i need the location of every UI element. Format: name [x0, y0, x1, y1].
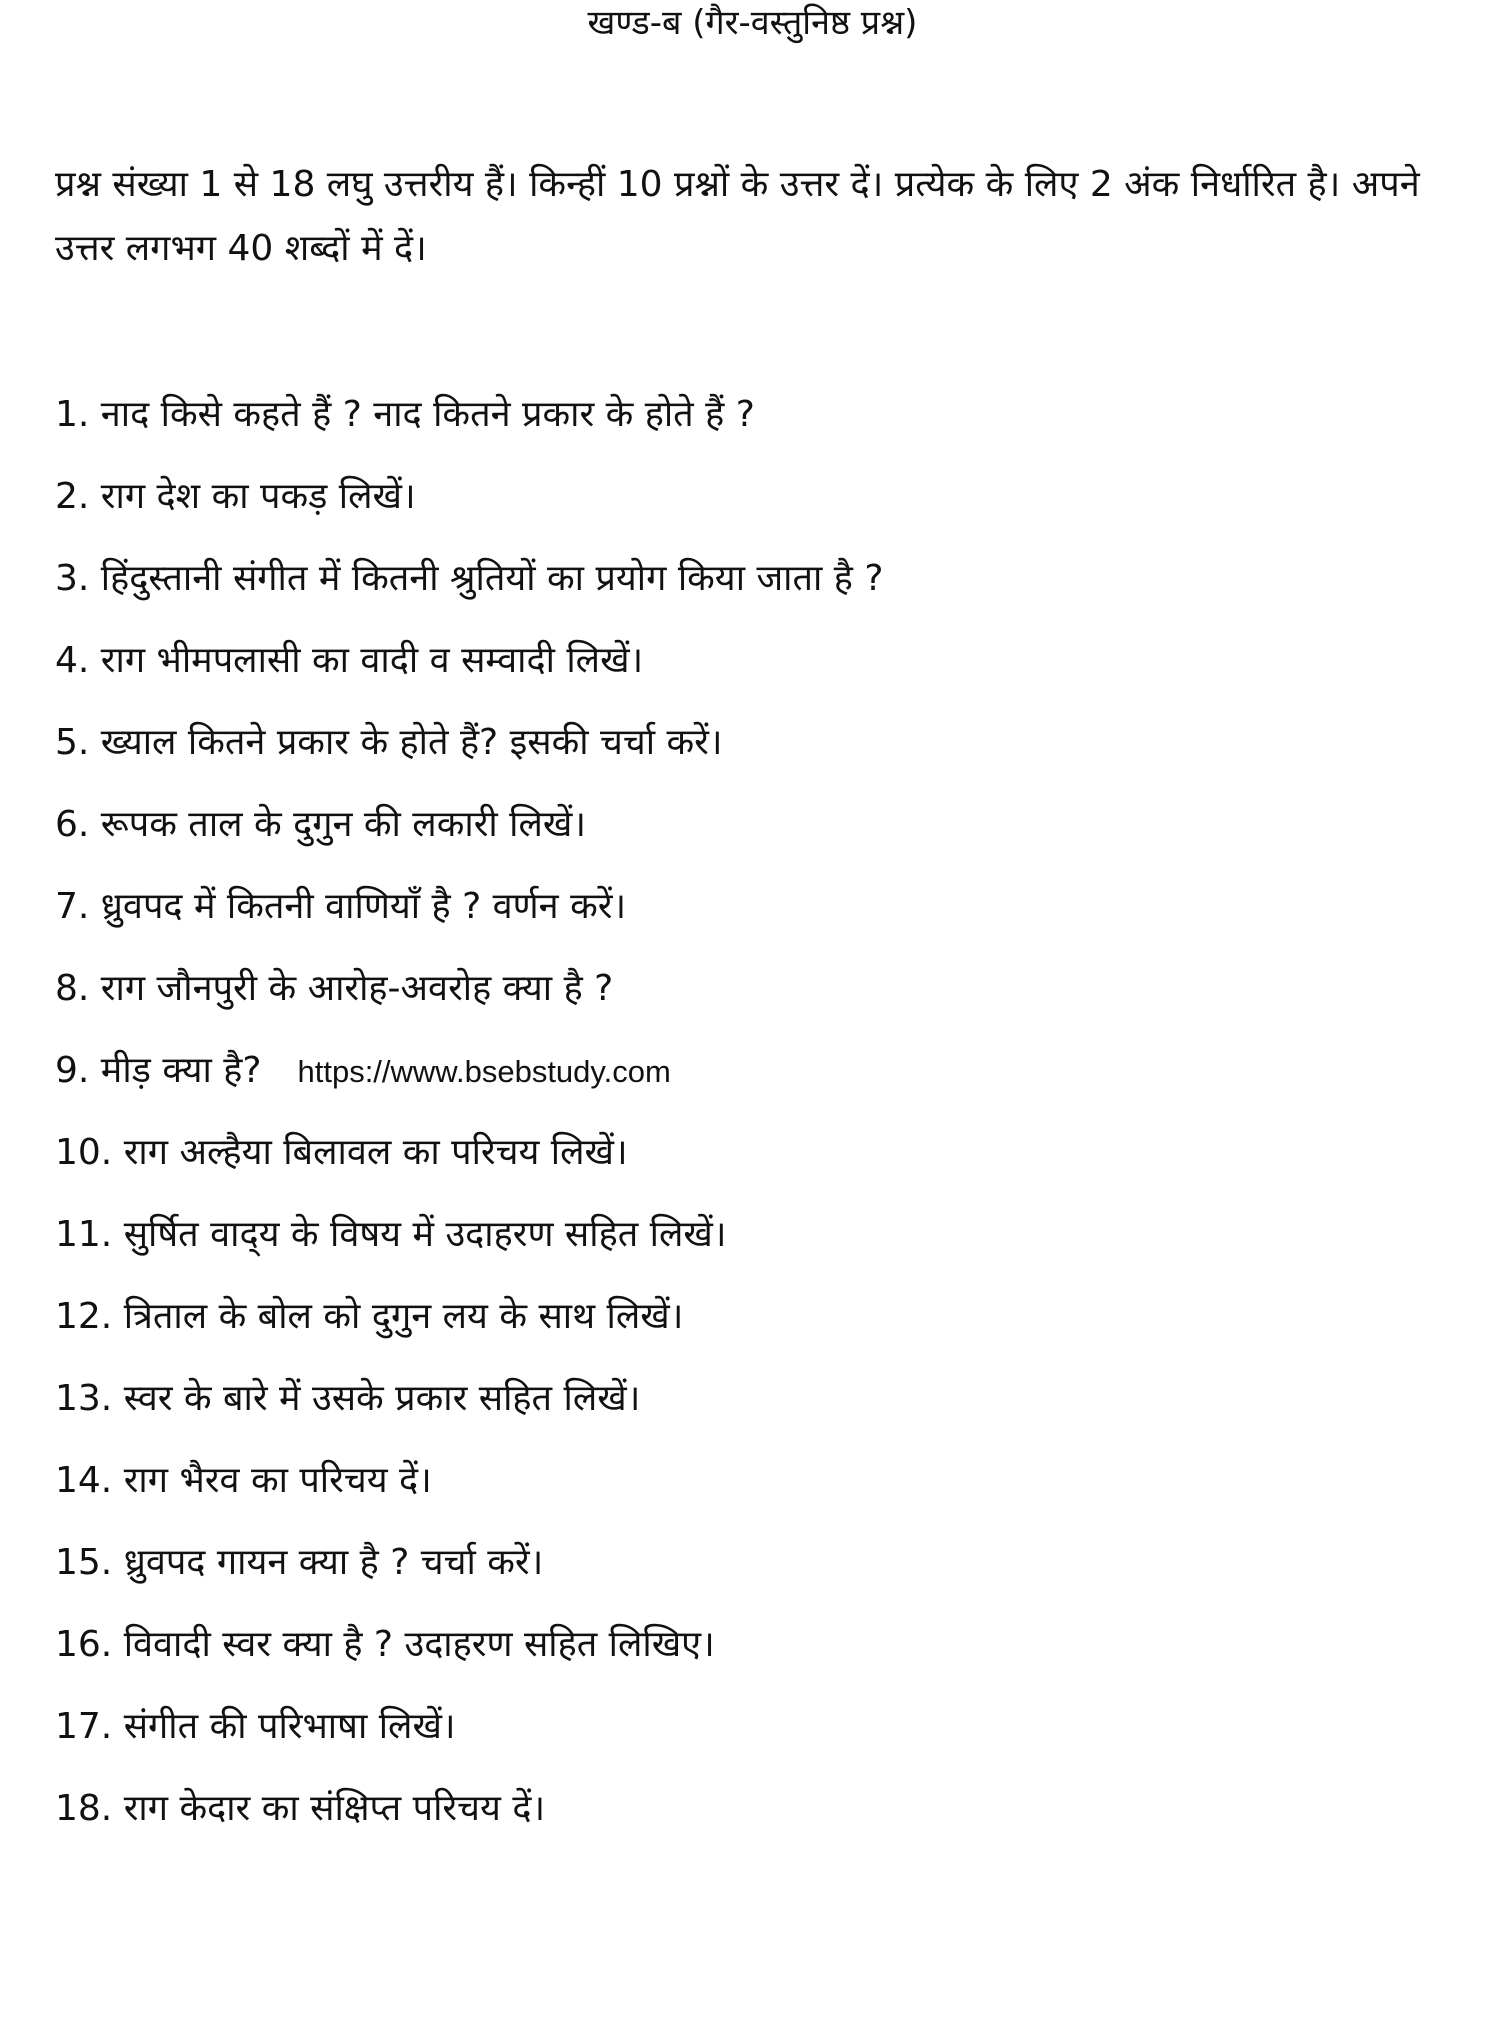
question-item: 15. ध्रुवपद गायन क्या है ? चर्चा करें।	[55, 1542, 544, 1583]
question-item: 1. नाद किसे कहते हैं ? नाद कितने प्रकार के होते हैं ?	[55, 394, 755, 435]
question-item: 6. रूपक ताल के दुगुन की लकारी लिखें।	[55, 804, 587, 845]
question-item: 2. राग देश का पकड़ लिखें।	[55, 476, 416, 517]
question-item: 17. संगीत की परिभाषा लिखें।	[55, 1706, 456, 1747]
question-item: 11. सुर्षित वाद्‌य के विषय में उदाहरण सहित लिखें।	[55, 1214, 727, 1255]
question-item: 9. मीड़ क्या है? https://www.bsebstudy.com	[55, 1050, 671, 1091]
question-item: 12. त्रिताल के बोल को दुगुन लय के साथ लिखें।	[55, 1296, 684, 1337]
instructions: प्रश्न संख्या 1 से 18 लघु उत्तरीय हैं। किन्हीं 10 प्रश्नों के उत्तर दें। प्रत्येक के लिए 2 अंक निर्धारित है। अपने उत्तर लगभग 40 शब्दों में दें।	[55, 164, 1420, 269]
watermark-url: https://www.bsebstudy.com	[297, 1054, 671, 1089]
question-item: 13. स्वर के बारे में उसके प्रकार सहित लिखें।	[55, 1378, 641, 1419]
question-item: 16. विवादी स्वर क्या है ? उदाहरण सहित लिखिए।	[55, 1624, 715, 1665]
question-item: 18. राग केदार का संक्षिप्त परिचय दें।	[55, 1788, 546, 1829]
question-list	[55, 374, 883, 1850]
question-item: 7. ध्रुवपद में कितनी वाणियाँ है ? वर्णन करें।	[55, 886, 627, 927]
section-title: खण्ड-ब (गैर-वस्तुनिष्ठ प्रश्न)	[587, 3, 918, 43]
question-item: 10. राग अल्हैया बिलावल का परिचय लिखें।	[55, 1132, 628, 1173]
question-item: 8. राग जौनपुरी के आरोह-अवरोह क्या है ?	[55, 968, 614, 1009]
question-item: 5. ख्याल कितने प्रकार के होते हैं? इसकी चर्चा करें।	[55, 722, 723, 763]
question-item: 4. राग भीमपलासी का वादी व सम्वादी लिखें।	[55, 640, 644, 681]
question-item: 14. राग भैरव का परिचय दें।	[55, 1460, 432, 1501]
question-item: 3. हिंदुस्तानी संगीत में कितनी श्रुतियों का प्रयोग किया जाता है ?	[55, 558, 884, 599]
